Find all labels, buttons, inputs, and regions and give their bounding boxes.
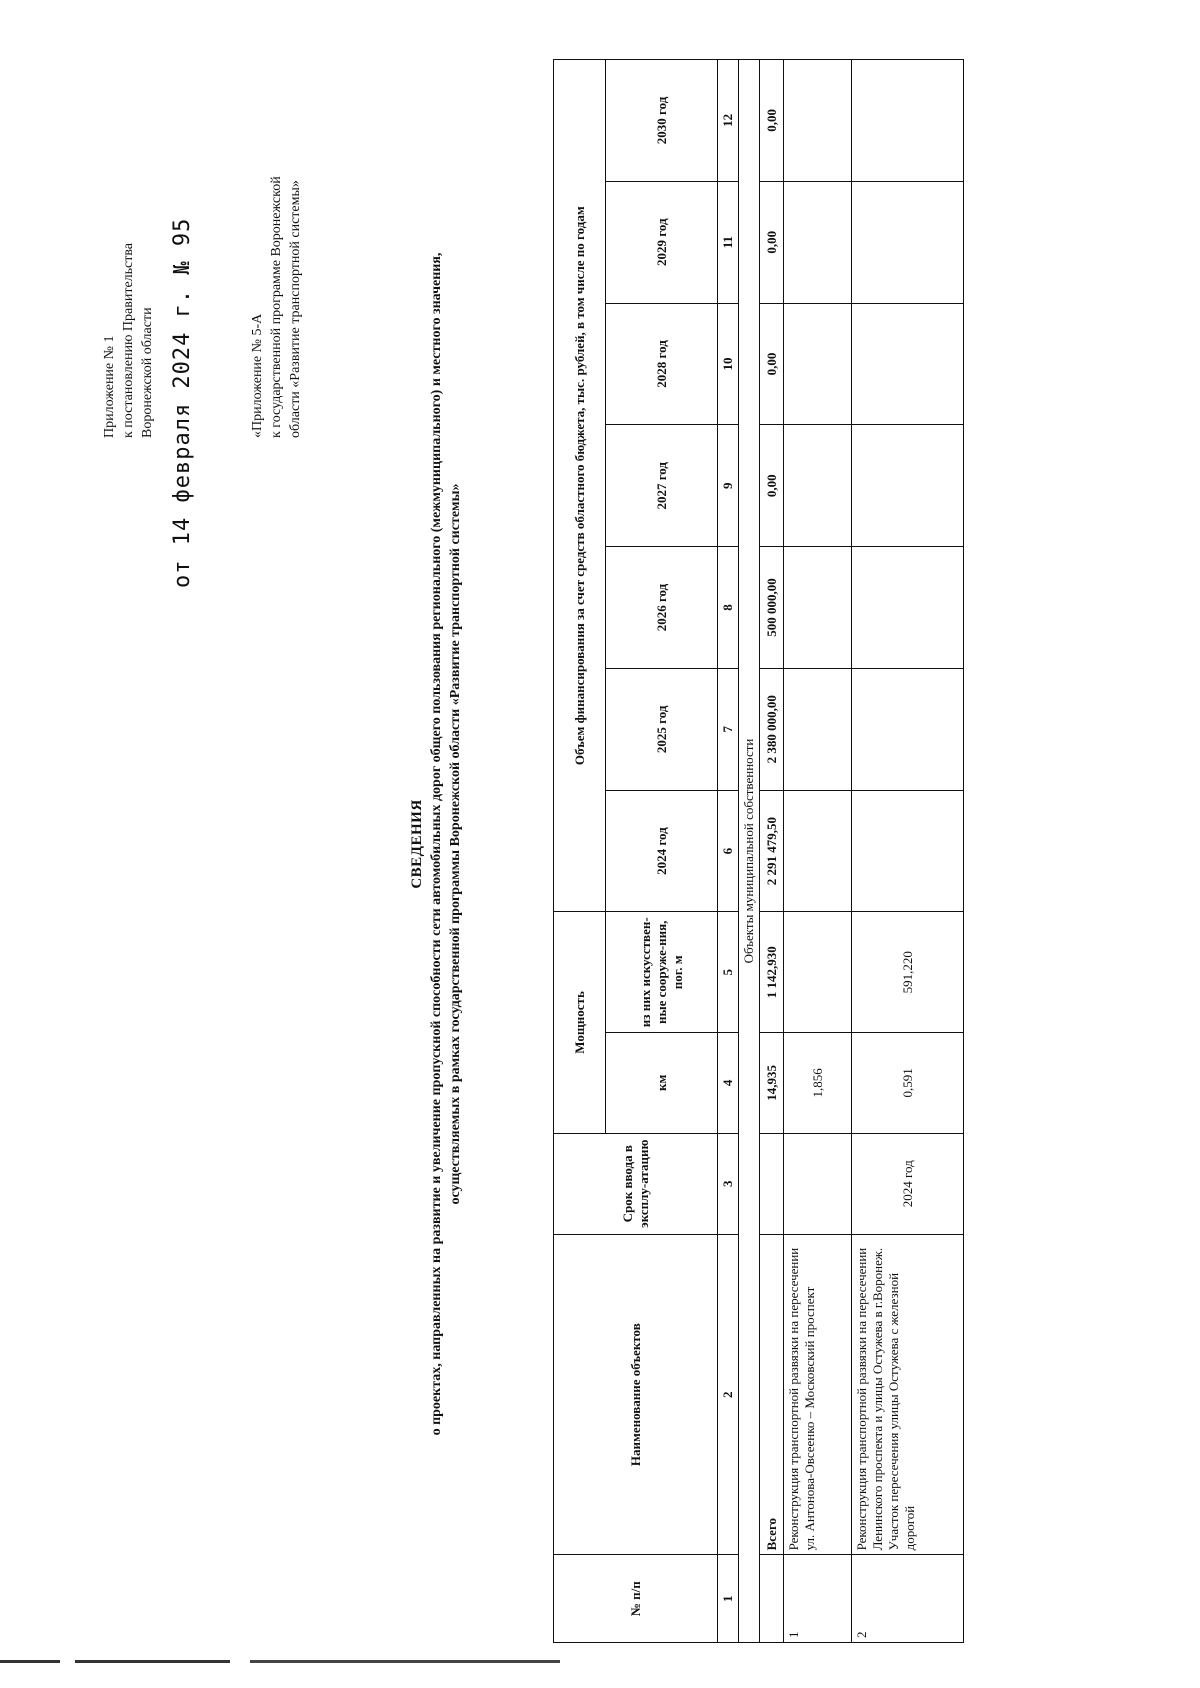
header-num: № п/п xyxy=(554,1555,718,1643)
row-empty-cell xyxy=(784,60,852,182)
col-number: 9 xyxy=(718,425,739,547)
row-empty-cell xyxy=(852,181,964,303)
col-number: 1 xyxy=(718,1555,739,1643)
header-line-3: Воронежской области xyxy=(140,307,155,438)
total-label: Всего xyxy=(760,1234,784,1554)
row-empty-cell xyxy=(852,425,964,547)
row-km: 1,856 xyxy=(784,1033,852,1133)
total-km: 14,935 xyxy=(760,1033,784,1133)
header-year-2028: 2028 год xyxy=(606,303,718,425)
total-2024: 2 291 479,50 xyxy=(760,790,784,912)
col-number: 6 xyxy=(718,790,739,912)
table-row xyxy=(784,60,852,1643)
row-num: 2 xyxy=(852,1555,964,1643)
row-num: 1 xyxy=(784,1555,852,1643)
col-number: 12 xyxy=(718,60,739,182)
col-number: 10 xyxy=(718,303,739,425)
total-structures: 1 142,930 xyxy=(760,912,784,1033)
row-empty-cell xyxy=(852,790,964,912)
row-empty-cell xyxy=(784,425,852,547)
document-title xyxy=(408,30,465,1658)
appendix-header xyxy=(248,0,305,438)
table-row xyxy=(852,60,964,1643)
header-line-2: к постановлению Правительства xyxy=(121,242,136,438)
header-year-2027: 2027 год xyxy=(606,425,718,547)
total-2028: 0,00 xyxy=(760,303,784,425)
header-line-1: Приложение № 1 xyxy=(102,335,117,438)
total-2029: 0,00 xyxy=(760,181,784,303)
row-empty-cell xyxy=(784,181,852,303)
col-number: 11 xyxy=(718,181,739,303)
title-main: СВЕДЕНИЯ xyxy=(409,799,425,889)
col-number: 8 xyxy=(718,547,739,669)
header-year-2026: 2026 год xyxy=(606,547,718,669)
header-capacity: Мощность xyxy=(554,912,606,1133)
total-num-cell xyxy=(760,1555,784,1643)
row-structures xyxy=(784,912,852,1033)
section-heading: Объекты муниципальной собственности xyxy=(739,60,760,1643)
total-row xyxy=(760,60,784,1643)
title-subtitle-2: осуществляемых в рамках государственной программы Воронежской области «Развитие транспортной системы» xyxy=(448,483,463,1205)
row-empty-cell xyxy=(784,790,852,912)
row-name: Реконструкция транспортной развязки на пересечении ул. Антонова-Овсеенко – Московский проспект xyxy=(784,1234,852,1554)
row-empty-cell xyxy=(784,303,852,425)
row-empty-cell xyxy=(852,60,964,182)
row-term xyxy=(784,1133,852,1234)
scan-edge-artifact xyxy=(0,1660,1200,1663)
row-empty-cell xyxy=(852,547,964,669)
row-term: 2024 год xyxy=(852,1133,964,1234)
header-year-2024: 2024 год xyxy=(606,790,718,912)
row-empty-cell xyxy=(784,668,852,790)
appendix-line-1: «Приложение № 5-А xyxy=(250,313,265,438)
col-number: 4 xyxy=(718,1033,739,1133)
col-number: 3 xyxy=(718,1133,739,1234)
header-year-2025: 2025 год xyxy=(606,668,718,790)
total-2026: 500 000,00 xyxy=(760,547,784,669)
header-km: км xyxy=(606,1033,718,1133)
row-empty-cell xyxy=(784,547,852,669)
row-name: Реконструкция транспортной развязки на пересечении Ленинского проспекта и улицы Остужева в г.Воронеж. Участок пересечения улицы Остужева с железной дорогой xyxy=(852,1234,964,1554)
header-finance: Объем финансирования за счет средств областного бюджета, тыс. рублей, в том числе по годам xyxy=(554,60,606,912)
header-year-2029: 2029 год xyxy=(606,181,718,303)
projects-table xyxy=(553,59,964,1643)
col-number: 5 xyxy=(718,912,739,1033)
header-year-2030: 2030 год xyxy=(606,60,718,182)
col-number: 7 xyxy=(718,668,739,790)
row-empty-cell xyxy=(852,303,964,425)
resolution-date-stamp: от 14 февраля 2024 г. № 95 xyxy=(170,217,195,588)
total-2030: 0,00 xyxy=(760,60,784,182)
title-subtitle-1: о проектах, направленных на развитие и увеличение пропускной способности сети автомобильных дорог общего пользования регионального (межмуниципального) и местного значения, xyxy=(429,252,444,1436)
header-term: Срок ввода в эксплу-атацию xyxy=(554,1133,718,1234)
row-km: 0,591 xyxy=(852,1033,964,1133)
appendix-line-2: к государственной программе Воронежской xyxy=(269,176,284,438)
column-numbers-row xyxy=(718,60,739,1643)
resolution-header xyxy=(100,18,157,438)
total-term-cell xyxy=(760,1133,784,1234)
total-2025: 2 380 000,00 xyxy=(760,668,784,790)
total-2027: 0,00 xyxy=(760,425,784,547)
appendix-line-3: области «Развитие транспортной системы» xyxy=(288,180,303,438)
row-structures: 591,220 xyxy=(852,912,964,1033)
col-number: 2 xyxy=(718,1234,739,1554)
header-name: Наименование объектов xyxy=(554,1234,718,1554)
header-structures: из них искусствен-ные сооруже-ния, пог. м xyxy=(606,912,718,1033)
row-empty-cell xyxy=(852,668,964,790)
